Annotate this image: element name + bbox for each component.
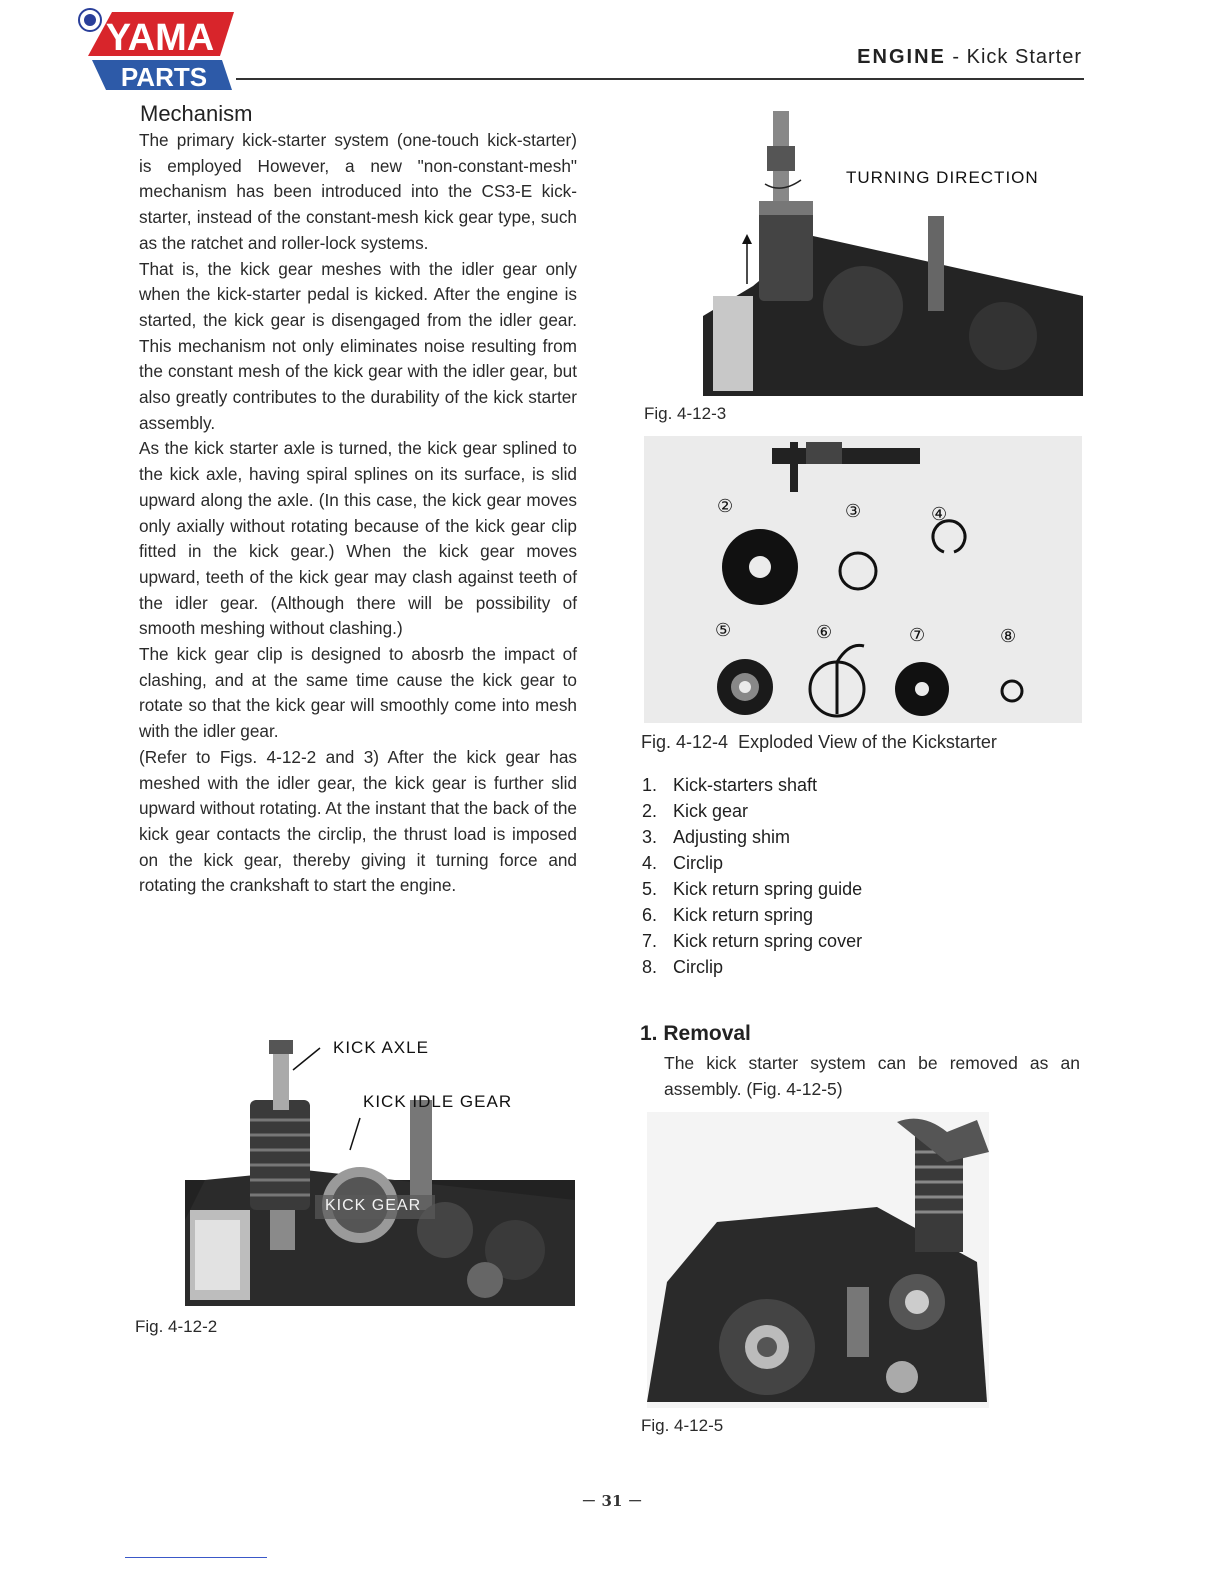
fig-4-12-4-caption-text: Exploded View of the Kickstarter (738, 732, 997, 752)
marker-4: ④ (931, 504, 948, 525)
mechanism-paragraph-5: (Refer to Figs. 4-12-2 and 3) After the kick gear has meshed with the idler gear, the kick gear is further slid upward without rotating. At the instant that the back of the kick gear contacts the circlip, the thrust load is imposed on the kick gear, thereby giving it turning force and rotating the crankshaft to start the engine. (139, 746, 577, 896)
label-kick-idle-gear: KICK IDLE GEAR (363, 1092, 513, 1111)
kick-gear-part (722, 529, 798, 605)
part-number: 8. (642, 957, 658, 977)
header-rule (236, 78, 1084, 80)
list-item (642, 772, 862, 798)
parts-list (642, 772, 862, 980)
exploded-view-illustration (644, 436, 1082, 723)
part-number: 7. (642, 931, 658, 951)
fig-4-12-5-caption: Fig. 4-12-5 (641, 1416, 724, 1435)
marker-5: ⑤ (715, 620, 732, 641)
part-name: Kick return spring (673, 905, 814, 925)
marker-2: ② (717, 496, 734, 517)
fig-4-12-2-caption: Fig. 4-12-2 (135, 1317, 218, 1336)
fig-4-12-4-photo (644, 436, 1082, 723)
part-number: 4. (642, 853, 658, 873)
logo-text-bottom: PARTS (120, 62, 208, 92)
fig-4-12-3-photo (703, 106, 1083, 396)
fig-4-12-4-caption (641, 732, 997, 753)
engine-kick-axle-illustration (185, 1030, 575, 1306)
header-separator: - (945, 46, 967, 68)
part-number: 2. (642, 801, 658, 821)
part-number: 1. (642, 775, 658, 795)
removal-title: 1. Removal (640, 1022, 751, 1045)
marker-3: ③ (845, 501, 862, 522)
list-item (642, 954, 862, 980)
label-turning-direction: TURNING DIRECTION (846, 168, 1039, 187)
label-kick-gear: KICK GEAR (325, 1197, 422, 1214)
list-item (642, 928, 862, 954)
list-item (642, 824, 862, 850)
removal-body: The kick starter system can be removed as an assembly. (Fig. 4-12-5) (664, 1053, 1080, 1099)
spring-cover-part (895, 662, 949, 716)
label-kick-axle: KICK AXLE (333, 1038, 429, 1057)
mechanism-paragraph-3: As the kick starter axle is turned, the kick gear splined to the kick axle, having spiral splines on its surface, is slid upward along the axle. (In this case, the kick gear moves only axially without rotating because of the kick gear clip fitted in the kick gear.) When the kick gear moves upward, teeth of the kick gear may clash against teeth of the idler gear. (Although there will be possibility of smooth meshing without clashing.) (139, 438, 577, 639)
mechanism-body (139, 128, 577, 899)
removal-illustration (647, 1112, 989, 1408)
part-number: 5. (642, 879, 658, 899)
fig-4-12-4-caption-number: Fig. 4-12-4 (641, 732, 729, 752)
list-item (642, 850, 862, 876)
part-name: Kick-starters shaft (673, 775, 818, 795)
mechanism-paragraph-2: That is, the kick gear meshes with the idler gear only when the kick-starter pedal is kicked. After the engine is started, the kick gear is disengaged from the idler gear. This mechanism not only eliminates noise resulting from the constant mesh of the kick gear with the idler gear, but also greatly contributes to the durability of the kick starter assembly. (139, 258, 577, 433)
list-item (642, 902, 862, 928)
mechanism-paragraph-1: The primary kick-starter system (one-touch kick-starter) is employed However, a new "non-constant-mesh" mechanism has been introduced into the CS3-E kick-starter, instead of the constant-mesh kick gear type, such as the ratchet and roller-lock systems. (139, 130, 577, 253)
spring-guide-part (717, 659, 773, 715)
part-name: Kick return spring guide (673, 879, 863, 899)
page-number: － 31 － (581, 1492, 643, 1510)
part-name: Kick gear (673, 801, 749, 821)
fig-4-12-5-photo (647, 1112, 989, 1408)
header-subsection: Kick Starter (966, 46, 1082, 68)
mechanism-paragraph-4: The kick gear clip is designed to abosrb the impact of clashing, and at the same time cause the kick gear to rotate so that the kick gear will smoothly come into mesh with the idler gear. (139, 644, 577, 742)
part-name: Circlip (673, 853, 724, 873)
fig-4-12-3-caption: Fig. 4-12-3 (644, 404, 727, 423)
marker-7: ⑦ (909, 625, 926, 646)
yamaparts-logo (72, 6, 242, 92)
logo-text-top: YAMA (105, 17, 215, 59)
marker-6: ⑥ (816, 622, 833, 643)
fig-4-12-2-photo (185, 1030, 575, 1306)
part-number: 3. (642, 827, 658, 847)
part-name: Circlip (673, 957, 724, 977)
turning-direction-illustration (703, 106, 1083, 396)
part-name: Kick return spring cover (673, 931, 863, 951)
list-item (642, 876, 862, 902)
list-item (642, 798, 862, 824)
footer-rule (125, 1557, 267, 1558)
part-number: 6. (642, 905, 658, 925)
running-header (700, 46, 1082, 69)
header-section: ENGINE (857, 46, 946, 68)
mechanism-heading: Mechanism (140, 101, 253, 126)
part-name: Adjusting shim (673, 827, 791, 847)
marker-8: ⑧ (1000, 626, 1017, 647)
